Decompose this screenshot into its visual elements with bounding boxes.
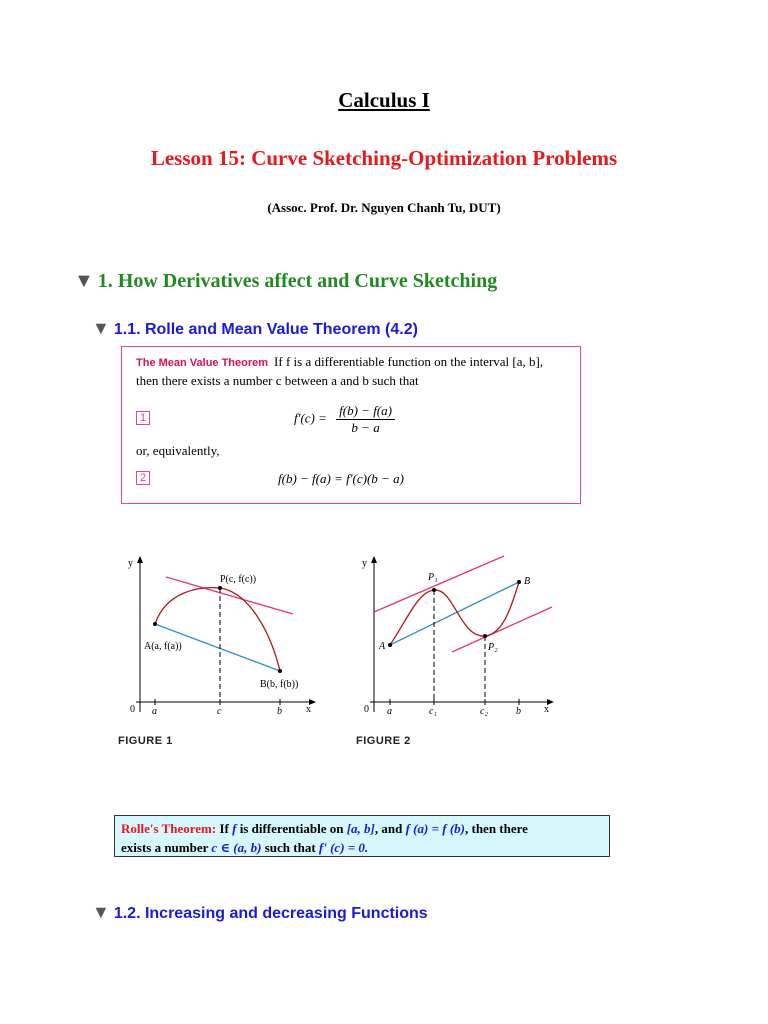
figure-1-caption: FIGURE 1 (118, 735, 173, 747)
lesson-title: Lesson 15: Curve Sketching-Optimization Problems (150, 146, 618, 170)
rolle-f: f (232, 821, 237, 836)
collapse-triangle-icon[interactable]: ▼ (92, 318, 110, 338)
rolle-derivative-zero: f' (c) = 0. (318, 840, 369, 855)
mvt-statement-b: then there exists a number c between a and b such that (136, 373, 419, 388)
fraction-numerator: f(b) − f(a) (336, 403, 395, 420)
fraction-denominator: b − a (351, 420, 380, 435)
fig1-tick-b: b (277, 706, 282, 717)
fig2-label-A: A (379, 641, 386, 652)
fig2-label-P2: P₂ (488, 642, 498, 653)
fig2-tick-a: a (387, 706, 392, 717)
rolle-text-5: exists a number (121, 840, 212, 855)
fig1-tick-a: a (152, 706, 157, 717)
mean-value-theorem-box (121, 346, 581, 504)
section-1-title: 1. How Derivatives affect and Curve Sketching (97, 270, 498, 292)
fig1-label-B: B(b, f(b)) (260, 679, 299, 690)
section-1-heading[interactable] (74, 270, 497, 293)
mvt-heading: The Mean Value Theorem (136, 357, 269, 369)
figure-2-graph (356, 552, 556, 727)
fig1-label-A: A(a, f(a)) (144, 641, 182, 652)
section-1-1-heading[interactable] (92, 318, 418, 339)
author-line: (Assoc. Prof. Dr. Nguyen Chanh Tu, DUT) (267, 200, 501, 215)
rolle-c-in-interval: c ∈ (a, b) (211, 840, 262, 855)
fig2-tick-c1: c₁ (429, 706, 437, 717)
figure-1-graph (118, 552, 318, 727)
rolle-text-4: , then there (464, 821, 528, 836)
fig2-x-label: x (544, 704, 549, 715)
fig1-origin: 0 (130, 704, 135, 715)
equation-number-2: 2 (136, 471, 150, 485)
rolle-equality: f (a) = f (b) (405, 821, 465, 836)
rolle-label: Rolle's Theorem: (121, 821, 217, 836)
fig2-y-label: y (362, 558, 367, 569)
fig1-tick-c: c (217, 706, 222, 717)
fig2-label-P1: P₁ (428, 572, 438, 583)
fig2-tick-c2: c₂ (480, 706, 488, 717)
fig2-origin: 0 (364, 704, 369, 715)
fig1-label-P: P(c, f(c)) (220, 574, 257, 585)
course-title: Calculus I (338, 88, 430, 112)
rolle-interval: [a, b] (346, 821, 375, 836)
section-1-1-title: 1.1. Rolle and Mean Value Theorem (4.2) (113, 321, 418, 338)
mvt-formula-1 (294, 403, 395, 436)
rolle-text-1: If (216, 821, 233, 836)
rolles-theorem-box (114, 815, 610, 857)
collapse-triangle-icon[interactable]: ▼ (92, 902, 110, 922)
equation-number-1: 1 (136, 411, 150, 425)
mvt-statement (136, 353, 576, 389)
rolle-text-3: , and (374, 821, 406, 836)
fig1-x-label: x (306, 704, 311, 715)
rolle-text-2: is differentiable on (236, 821, 347, 836)
section-1-2-title: 1.2. Increasing and decreasing Functions (113, 905, 428, 922)
mvt-statement-a: If f is a differentiable function on the interval [a, b], (274, 354, 544, 369)
collapse-triangle-icon[interactable]: ▼ (74, 270, 94, 292)
rolle-text-6: such that (261, 840, 319, 855)
fig1-y-label: y (128, 558, 133, 569)
figure-2-caption: FIGURE 2 (356, 735, 411, 747)
mvt-equivalently: or, equivalently, (136, 443, 220, 458)
fig2-tick-b: b (516, 706, 521, 717)
mvt-formula-1-lhs: f′(c) = (294, 410, 327, 426)
section-1-2-heading[interactable] (92, 902, 428, 923)
fig2-label-B: B (524, 576, 531, 587)
mvt-fraction (336, 403, 395, 436)
mvt-formula-2: f(b) − f(a) = f′(c)(b − a) (278, 471, 404, 486)
